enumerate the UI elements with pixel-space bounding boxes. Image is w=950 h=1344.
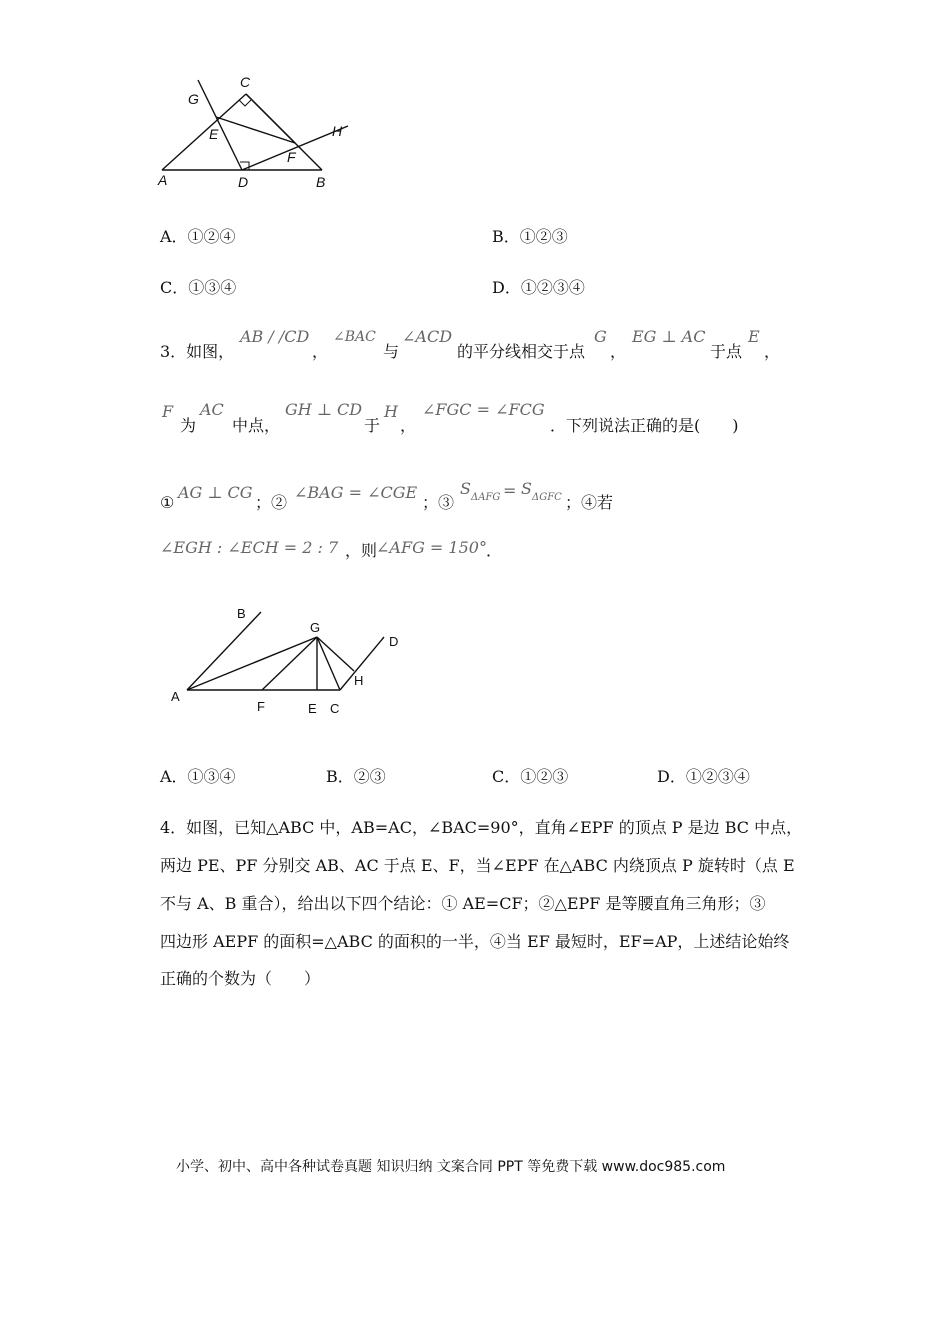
q3-statement-2: ∠BAG = ∠CGE xyxy=(294,483,418,502)
q4-line-3: 不与 A、B 重合），给出以下四个结论：① AE=CF；②△EPF 是等腰直角三角形；③ xyxy=(160,894,766,913)
q4-line-2: 两边 PE、PF 分别交 AB、AC 于点 E、F，当∠EPF 在△ABC 内绕顶点 P 旋转时（点 E xyxy=(160,856,795,875)
q4-line-1: 4．如图，已知△ABC 中，AB=AC，∠BAC=90°，直角∠EPF 的顶点 P 是边 BC 中点， xyxy=(160,818,803,837)
q3-math-h: H xyxy=(384,402,398,421)
q3-option-a: A．①③④ xyxy=(160,767,236,786)
figure-2 xyxy=(165,600,415,720)
label-f: F xyxy=(257,699,265,714)
q3-statement-4-marker: ；④若 xyxy=(565,493,614,512)
q2-option-c: C．①③④ xyxy=(160,278,237,297)
q3-statement-1-marker: ① xyxy=(160,493,175,512)
q2-option-a: A．①②④ xyxy=(160,227,236,246)
q3-number: 3．如图， xyxy=(160,342,235,361)
q3-text-yu2: 于 xyxy=(364,416,381,435)
q3-option-d: D．①②③④ xyxy=(657,767,750,786)
q3-math-angle-bac: ∠BAC xyxy=(333,329,376,345)
q3-math-eg-perp-ac: EG ⊥ AC xyxy=(632,327,706,346)
label-g: G xyxy=(188,91,199,107)
label-c: C xyxy=(240,74,251,90)
q2-option-d: D．①②③④ xyxy=(492,278,585,297)
figure-1-diagram xyxy=(150,70,360,195)
q3-statement-3-eq: = xyxy=(503,481,517,500)
label-b: B xyxy=(316,174,326,190)
q3-math-ac: AC xyxy=(200,400,224,419)
q3-text-bisector: 的平分线相交于点 xyxy=(457,342,586,361)
q3-text-then: ，则 xyxy=(345,541,378,560)
q4-line-5: 正确的个数为（ ） xyxy=(160,969,321,988)
q3-math-fgc-eq-fcg: ∠FGC = ∠FCG xyxy=(422,400,545,419)
label-a: A xyxy=(158,172,168,188)
q3-statement-3-sub1: ΔAFG xyxy=(471,492,501,503)
q3-comma: ， xyxy=(312,342,329,361)
label-h: H xyxy=(354,673,364,688)
ray-a-b xyxy=(187,612,261,690)
q3-math-e: E xyxy=(748,327,760,346)
segment-ac xyxy=(162,94,246,170)
segment-e-f xyxy=(216,117,295,143)
q3-comma: ， xyxy=(400,416,417,435)
line-g-d xyxy=(198,80,242,170)
q3-statement-1: AG ⊥ CG xyxy=(178,483,253,502)
q3-statement-4-result: ∠AFG = 150° xyxy=(376,538,487,557)
q3-statement-3-sub2: ΔGFC xyxy=(532,492,562,503)
right-angle-mark-c xyxy=(239,100,251,106)
label-e: E xyxy=(308,701,317,716)
q3-math-ab-parallel-cd: AB / /CD xyxy=(240,327,310,346)
q3-text-yudian: 于点 xyxy=(710,342,743,361)
q3-period: ． xyxy=(486,541,503,560)
q3-math-f: F xyxy=(162,402,174,421)
q3-statement-4-ratio: ∠EGH : ∠ECH = 2 : 7 xyxy=(160,538,339,557)
q3-text-midpoint: 中点， xyxy=(232,416,281,435)
q3-text-wei: 为 xyxy=(180,416,197,435)
q3-statement-3-marker: ；③ xyxy=(422,493,455,512)
figure-2-diagram xyxy=(165,600,415,720)
label-b: B xyxy=(237,606,246,621)
q3-comma: ， xyxy=(610,342,627,361)
q3-question: ．下列说法正确的是( ) xyxy=(550,416,739,435)
label-e: E xyxy=(209,126,219,142)
figure-1 xyxy=(150,70,360,195)
q3-math-g: G xyxy=(594,327,607,346)
label-g: G xyxy=(310,620,321,635)
q3-statement-3-s2: S xyxy=(521,479,532,498)
q3-math-angle-acd: ∠ACD xyxy=(402,327,453,346)
segment-g-c xyxy=(317,637,340,690)
q3-comma: ， xyxy=(764,342,781,361)
segment-g-h xyxy=(317,637,354,671)
segment-a-g xyxy=(187,637,317,690)
label-f: F xyxy=(287,149,296,165)
q3-option-b: B．②③ xyxy=(326,767,386,786)
q3-text-yu: 与 xyxy=(383,342,400,361)
q3-math-gh-perp-cd: GH ⊥ CD xyxy=(285,400,363,419)
label-d: D xyxy=(238,174,249,190)
q3-statement-3-s1: S xyxy=(460,479,471,498)
label-a: A xyxy=(171,689,180,704)
q2-option-b: B．①②③ xyxy=(492,227,568,246)
segment-f-g xyxy=(262,637,317,690)
label-d: D xyxy=(389,634,399,649)
q4-line-4: 四边形 AEPF 的面积=△ABC 的面积的一半，④当 EF 最短时，EF=AP，上述结论始终 xyxy=(160,932,790,951)
label-c: C xyxy=(330,701,340,716)
page-footer: 小学、初中、高中各种试卷真题 知识归纳 文案合同 PPT 等免费下载 www.doc985.com xyxy=(176,1159,726,1175)
label-h: H xyxy=(332,123,343,139)
q3-statement-2-marker: ；② xyxy=(255,493,288,512)
q3-option-c: C．①②③ xyxy=(492,767,569,786)
